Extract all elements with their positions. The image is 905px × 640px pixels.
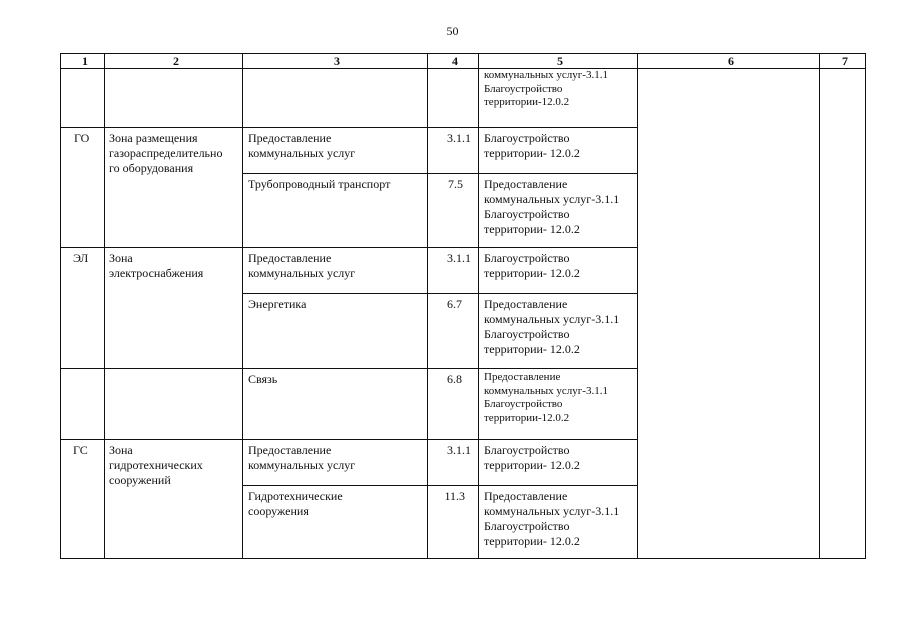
row-divider (60, 368, 637, 369)
zone-name-cell: Зона размещения газораспределительно го оборудования (109, 131, 223, 175)
regulations-table: 1 2 3 4 5 6 7 коммунальных услуг-3.1.1 Благоустройство территории-12.0.2 ГО Зона размещения газораспределительно го оборудования Предоставление коммунальных услуг 3.1.1 Благоустройство территории- 12.0.2 Трубопроводный транспорт 7.5 Предоставление коммунальных услуг-3.1.1 Благоустройство территории- 12.0.2 ЭЛ Зона электроснабжения Предоставление коммунальных услуг 3.1.1 Благоустройство территории- 12.0.2 Энергетика 6.7 Предоставление коммунальных услуг-3.1.1 Благоустройство территории- 12.0.2 Связь 6.8 Предоставление коммунальных услуг-3.1.1 Благоустройство территории-12.0.2 ГС Зона гидротехнических сооружений Предоставление коммунальных услуг 3.1.1 Благоустройство территории- 12.0.2 Гидротехнические сооружения 11.3 Предоставление коммунальных услуг-3.1.1 Благоустройство территории- 12.0.2 (0, 0, 905, 640)
usage-type-cell: Предоставление коммунальных услуг (248, 443, 356, 472)
header-bottom-border (60, 68, 865, 69)
aux-usage-cell: Предоставление коммунальных услуг-3.1.1 Благоустройство территории- 12.0.2 (484, 297, 620, 356)
usage-type-cell: Связь (248, 372, 278, 386)
aux-usage-cell: Благоустройство территории- 12.0.2 (484, 251, 580, 280)
zone-code-cell: ГС (73, 443, 88, 457)
usage-type-cell: Гидротехнические сооружения (248, 489, 343, 518)
zone-code-cell: ГО (74, 131, 90, 145)
column-divider (60, 53, 61, 559)
column-divider (637, 53, 638, 559)
usage-code-cell: 6.8 (447, 372, 462, 386)
table-bottom-border (60, 558, 865, 559)
zone-name-cell: Зона гидротехнических сооружений (109, 443, 203, 487)
usage-code-cell: 6.7 (447, 297, 462, 311)
usage-type-cell: Предоставление коммунальных услуг (248, 131, 356, 160)
column-divider (478, 53, 479, 559)
usage-type-cell: Предоставление коммунальных услуг (248, 251, 356, 280)
aux-usage-cell: Благоустройство территории- 12.0.2 (484, 131, 580, 160)
row-divider (242, 293, 637, 294)
usage-code-cell: 7.5 (448, 177, 463, 191)
usage-code-cell: 11.3 (444, 489, 465, 503)
aux-usage-cell: Предоставление коммунальных услуг-3.1.1 Благоустройство территории- 12.0.2 (484, 489, 620, 548)
aux-usage-cell: Благоустройство территории- 12.0.2 (484, 443, 580, 472)
table-right-border (865, 53, 866, 559)
usage-code-cell: 3.1.1 (447, 443, 471, 457)
usage-code-cell: 3.1.1 (447, 251, 471, 265)
page-number: 50 (446, 24, 459, 38)
zone-name-cell: Зона электроснабжения (109, 251, 204, 280)
row-divider (60, 127, 637, 128)
row-divider (242, 173, 637, 174)
usage-type-cell: Энергетика (248, 297, 307, 311)
usage-code-cell: 3.1.1 (447, 131, 471, 145)
aux-usage-cell: Предоставление коммунальных услуг-3.1.1 Благоустройство территории- 12.0.2 (484, 177, 620, 236)
row-divider (242, 485, 637, 486)
zone-code-cell: ЭЛ (73, 251, 89, 265)
row-divider (60, 439, 637, 440)
column-divider (242, 53, 243, 559)
aux-usage-cell: Предоставление коммунальных услуг-3.1.1 Благоустройство территории-12.0.2 (484, 371, 608, 424)
aux-usage-cell: коммунальных услуг-3.1.1 Благоустройство территории-12.0.2 (484, 69, 608, 108)
table-top-border (60, 53, 865, 54)
column-divider (819, 53, 820, 559)
usage-type-cell: Трубопроводный транспорт (248, 177, 391, 191)
column-divider (104, 53, 105, 559)
row-divider (60, 247, 637, 248)
